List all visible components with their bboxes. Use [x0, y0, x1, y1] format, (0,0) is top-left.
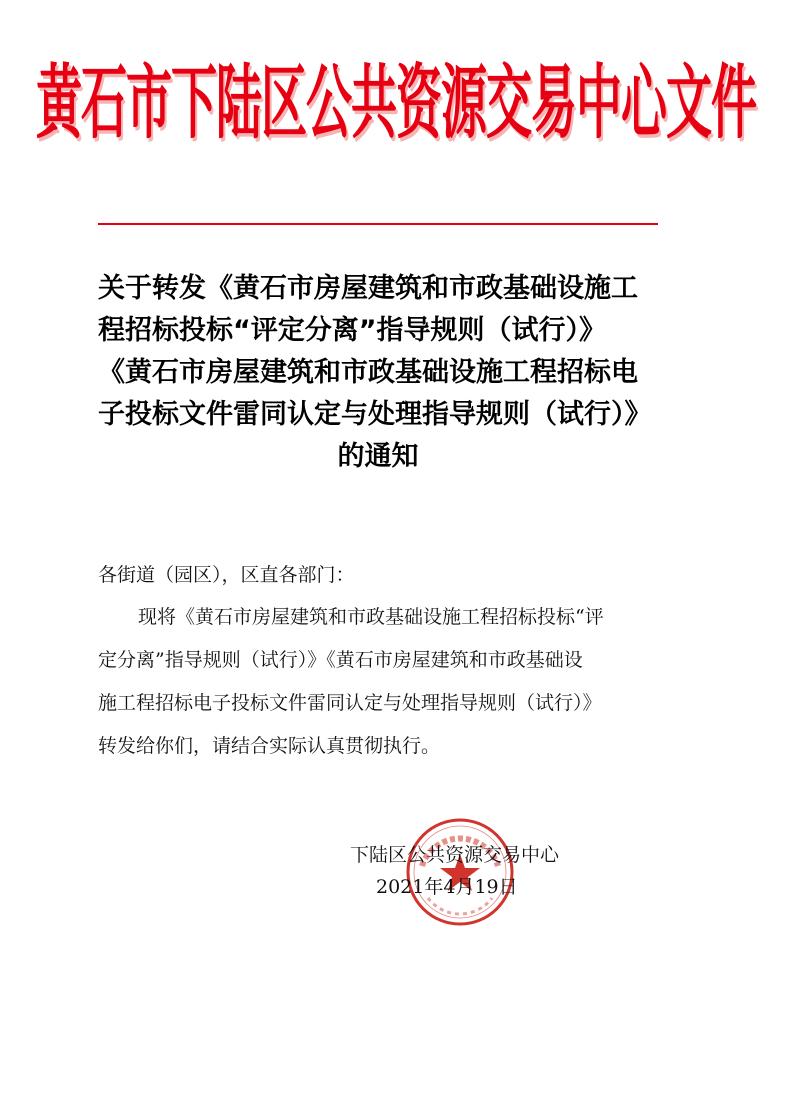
masthead-title: 黄石市下陆区公共资源交易中心文件: [36, 55, 756, 150]
body-line: 现将《黄石市房屋建筑和市政基础设施工程招标投标“评: [138, 606, 604, 628]
seal-lower-arc-icon: [428, 898, 492, 914]
title-line: 子投标文件雷同认定与处理指导规则（试行）》: [98, 399, 652, 430]
body-line: 定分离”指导规则（试行）》《黄石市房屋建筑和市政基础设: [98, 649, 583, 671]
signing-organization: 下陆区公共资源交易中心: [350, 844, 560, 866]
body-line: 转发给你们，请结合实际认真贯彻执行。: [98, 735, 441, 757]
title-line: 《黄石市房屋建筑和市政基础设施工程招标电: [98, 357, 638, 388]
red-divider-line: [98, 223, 658, 225]
body-line: 施工程招标电子投标文件雷同认定与处理指导规则（试行）》: [98, 692, 602, 714]
body-paragraph: [98, 596, 678, 768]
signing-date: 2021年4月19日: [376, 876, 518, 898]
title-line: 程招标投标“评定分离”指导规则（试行）》: [98, 315, 606, 346]
title-line: 关于转发《黄石市房屋建筑和市政基础设施工: [98, 273, 638, 304]
salutation: 各街道（园区），区直各部门：: [98, 564, 355, 586]
notice-title: [98, 268, 698, 478]
title-line: 的通知: [337, 441, 419, 472]
